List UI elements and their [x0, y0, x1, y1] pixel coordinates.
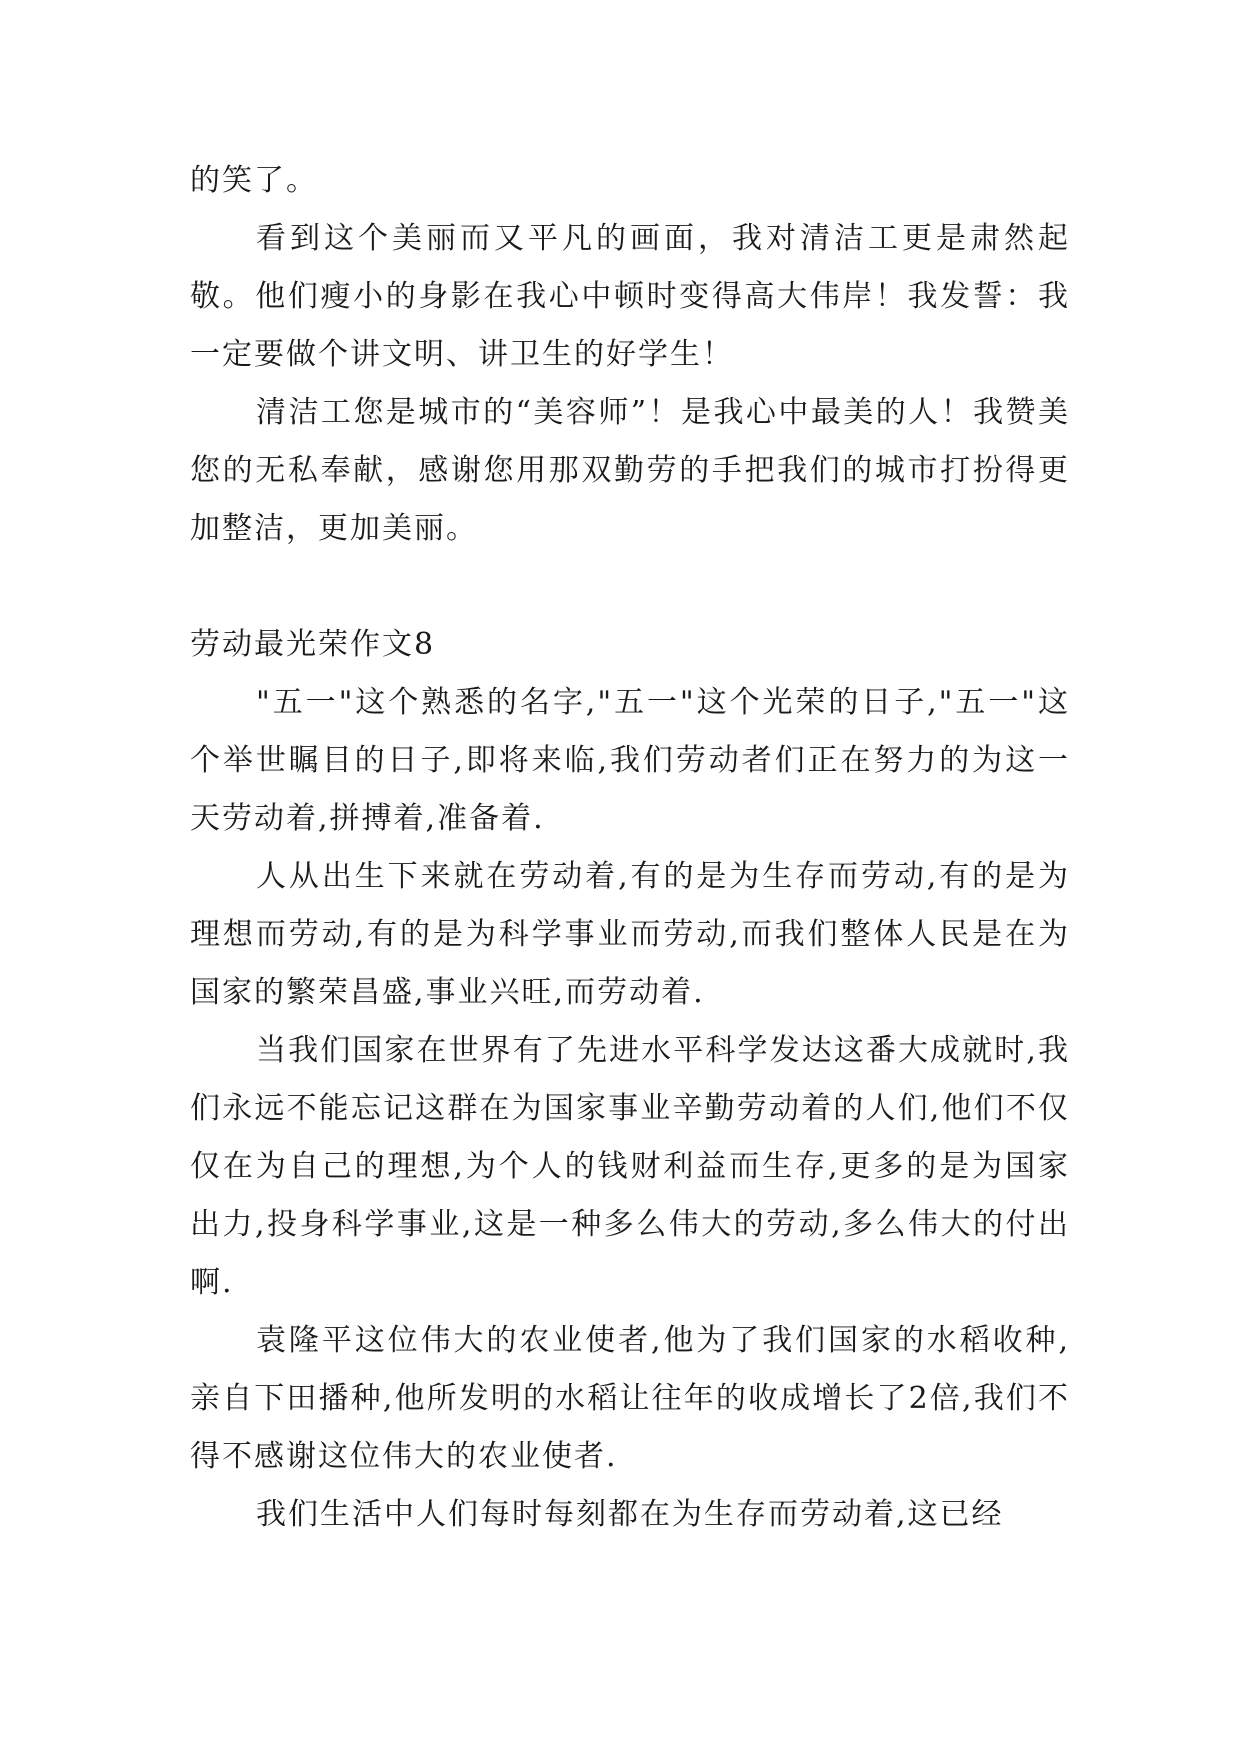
- paragraph: 清洁工您是城市的“美容师”！是我心中最美的人！我赞美您的无私奉献，感谢您用那双勤劳的手把我们的城市打扮得更加整洁，更加美丽。: [190, 395, 1070, 546]
- paragraph: 人从出生下来就在劳动着,有的是为生存而劳动,有的是为理想而劳动,有的是为科学事业而劳动,而我们整体人民是在为国家的繁荣昌盛,事业兴旺,而劳动着.: [190, 859, 1070, 1010]
- section-title: 劳动最光荣作文8: [190, 627, 436, 662]
- paragraph: "五一"这个熟悉的名字,"五一"这个光荣的日子,"五一"这个举世瞩目的日子,即将来临,我们劳动者们正在努力的为这一天劳动着,拼搏着,准备着.: [190, 685, 1070, 836]
- paragraph: 袁隆平这位伟大的农业使者,他为了我们国家的水稻收种,亲自下田播种,他所发明的水稻让往年的收成增长了2倍,我们不得不感谢这位伟大的农业使者.: [190, 1323, 1070, 1474]
- section-gap: [190, 558, 1070, 616]
- paragraph: 当我们国家在世界有了先进水平科学发达这番大成就时,我们永远不能忘记这群在为国家事业辛勤劳动着的人们,他们不仅仅在为自己的理想,为个人的钱财利益而生存,更多的是为国家出力,投身科学事业,这是一种多么伟大的劳动,多么伟大的付出啊.: [190, 1033, 1070, 1300]
- paragraph: 看到这个美丽而又平凡的画面，我对清洁工更是肃然起敬。他们瘦小的身影在我心中顿时变得高大伟岸！我发誓：我一定要做个讲文明、讲卫生的好学生！: [190, 221, 1070, 372]
- document-page: [190, 152, 1070, 1544]
- paragraph: 我们生活中人们每时每刻都在为生存而劳动着,这已经: [256, 1497, 1004, 1532]
- continuation-text: 的笑了。: [190, 163, 318, 198]
